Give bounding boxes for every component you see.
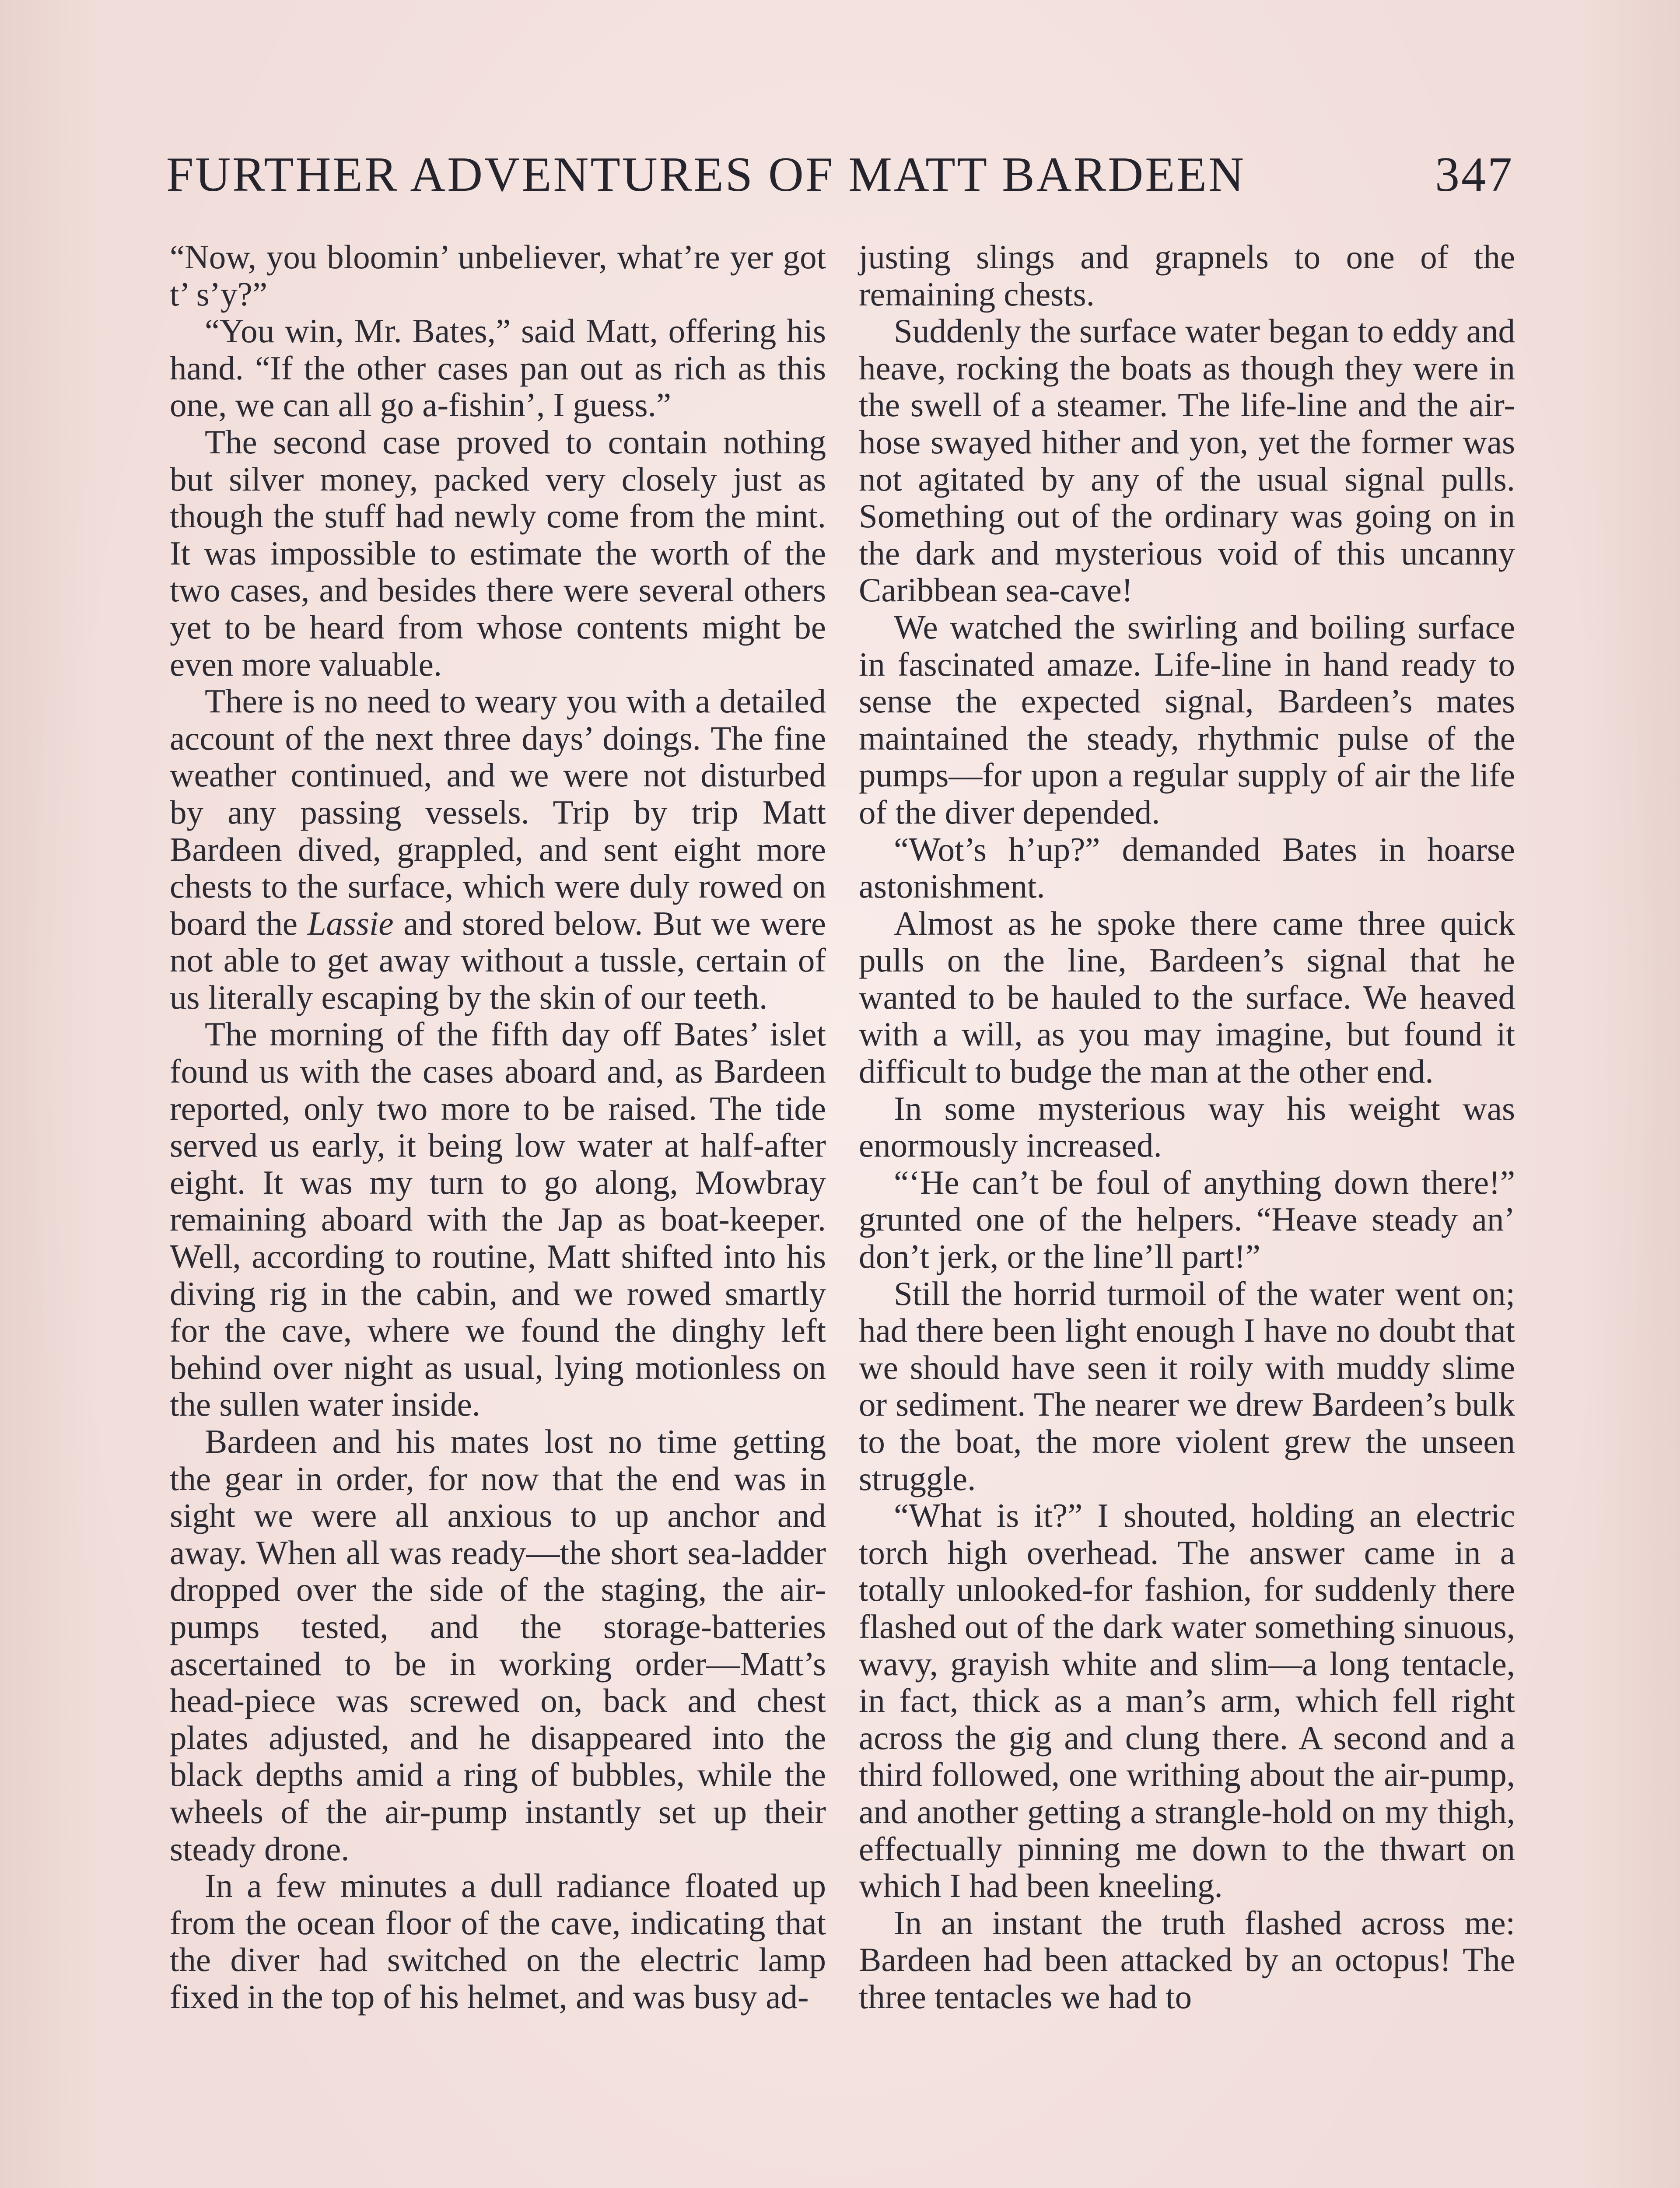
paragraph: Suddenly the surface water began to eddy and heave, rocking the boats as though they were in the swell of a steamer. The life-line and the air-hose swayed hither and yon, yet the former was not agitated by any of the usual signal pulls. Something out of the ordinary was going on in the dark and mysterious void of this uncanny Caribbean sea-cave! [859,312,1515,609]
paragraph: “You win, Mr. Bates,” said Matt, offering his hand. “If the other cases pan out as rich as this one, we can all go a-fishin’, I guess.” [170,312,826,424]
paragraph: justing slings and grapnels to one of the remaining chests. [859,238,1515,313]
paragraph [170,683,826,1016]
paragraph: In an instant the truth flashed across me: Bardeen had been attacked by an octopus! The three tentacles we had to [859,1904,1515,2016]
paragraph-text: and stored below. But we were not able to get away without a tussle, certain of us literally escaping by the skin of our teeth. [170,904,826,1016]
ship-name: Lassie [307,904,394,942]
paragraph: Still the horrid turmoil of the water went on; had there been light enough I have no doubt that we should have seen it roily with muddy slime or sediment. The nearer we drew Bardeen’s bulk to the boat, the more violent grew the unseen struggle. [859,1274,1515,1497]
paragraph: “Wot’s h’up?” demanded Bates in hoarse astonishment. [859,830,1515,905]
left-column [170,238,826,2016]
paragraph: In some mysterious way his weight was enormously increased. [859,1089,1515,1164]
right-column [859,238,1515,2016]
running-head [166,147,1514,212]
paragraph: “‘He can’t be foul of anything down there!” grunted one of the helpers. “Heave steady an’ don’t jerk, or the line’ll part!” [859,1163,1515,1276]
paragraph: The second case proved to contain nothing but silver money, packed very closely just as though the stuff had newly come from the mint. It was impossible to estimate the worth of the two cases, and besides there were several others yet to be heard from whose contents might be even more valuable. [170,423,826,683]
page-number: 347 [1435,147,1514,202]
paragraph: Almost as he spoke there came three quick pulls on the line, Bardeen’s signal that he wanted to be hauled to the surface. We heaved with a will, as you may imagine, but found it difficult to budge the man at the other end. [859,904,1515,1090]
paragraph-text: There is no need to weary you with a detailed account of the next three days’ doings. The fine weather continued, and we were not disturbed by any passing vessels. Trip by trip Matt Bardeen dived, grappled, and sent eight more chests to the surface, which were duly rowed on board the [170,682,826,942]
paragraph: Bardeen and his mates lost no time getting the gear in order, for now that the end was in sight we were all anxious to up anchor and away. When all was ready—the short sea-ladder dropped over the side of the staging, the air-pumps tested, and the storage-batteries ascertained to be in working order—Matt’s head-piece was screwed on, back and chest plates adjusted, and he disappeared into the black depths amid a ring of bubbles, while the wheels of the air-pump instantly set up their steady drone. [170,1423,826,1868]
running-title: FURTHER ADVENTURES OF MATT BARDEEN [166,147,1246,202]
paragraph: “Now, you bloomin’ unbeliever, what’re yer got t’ s’y?” [170,238,826,313]
paragraph: “What is it?” I shouted, holding an electric torch high overhead. The answer came in a totally unlooked-for fashion, for suddenly there flashed out of the dark water something sinuous, wavy, grayish white and slim—a long tentacle, in fact, thick as a man’s arm, which fell right across the gig and clung there. A second and a third followed, one writhing about the air-pump, and another getting a strangle-hold on my thigh, effectually pinning me down to the thwart on which I had been kneeling. [859,1497,1515,1905]
paragraph: The morning of the fifth day off Bates’ islet found us with the cases aboard and, as Bardeen reported, only two more to be raised. The tide served us early, it being low water at half-after eight. It was my turn to go along, Mowbray remaining aboard with the Jap as boat-keeper. Well, according to routine, Matt shifted into his diving rig in the cabin, and we rowed smartly for the cave, where we found the dinghy left behind over night as usual, lying motionless on the sullen water inside. [170,1015,826,1424]
paragraph: We watched the swirling and boiling surface in fascinated amaze. Life-line in hand ready to sense the expected signal, Bardeen’s mates maintained the steady, rhythmic pulse of the pumps—for upon a regular supply of air the life of the diver depended. [859,608,1515,831]
paragraph: In a few minutes a dull radiance floated up from the ocean floor of the cave, indicating that the diver had switched on the electric lamp fixed in the top of his helmet, and was busy ad- [170,1867,826,2016]
